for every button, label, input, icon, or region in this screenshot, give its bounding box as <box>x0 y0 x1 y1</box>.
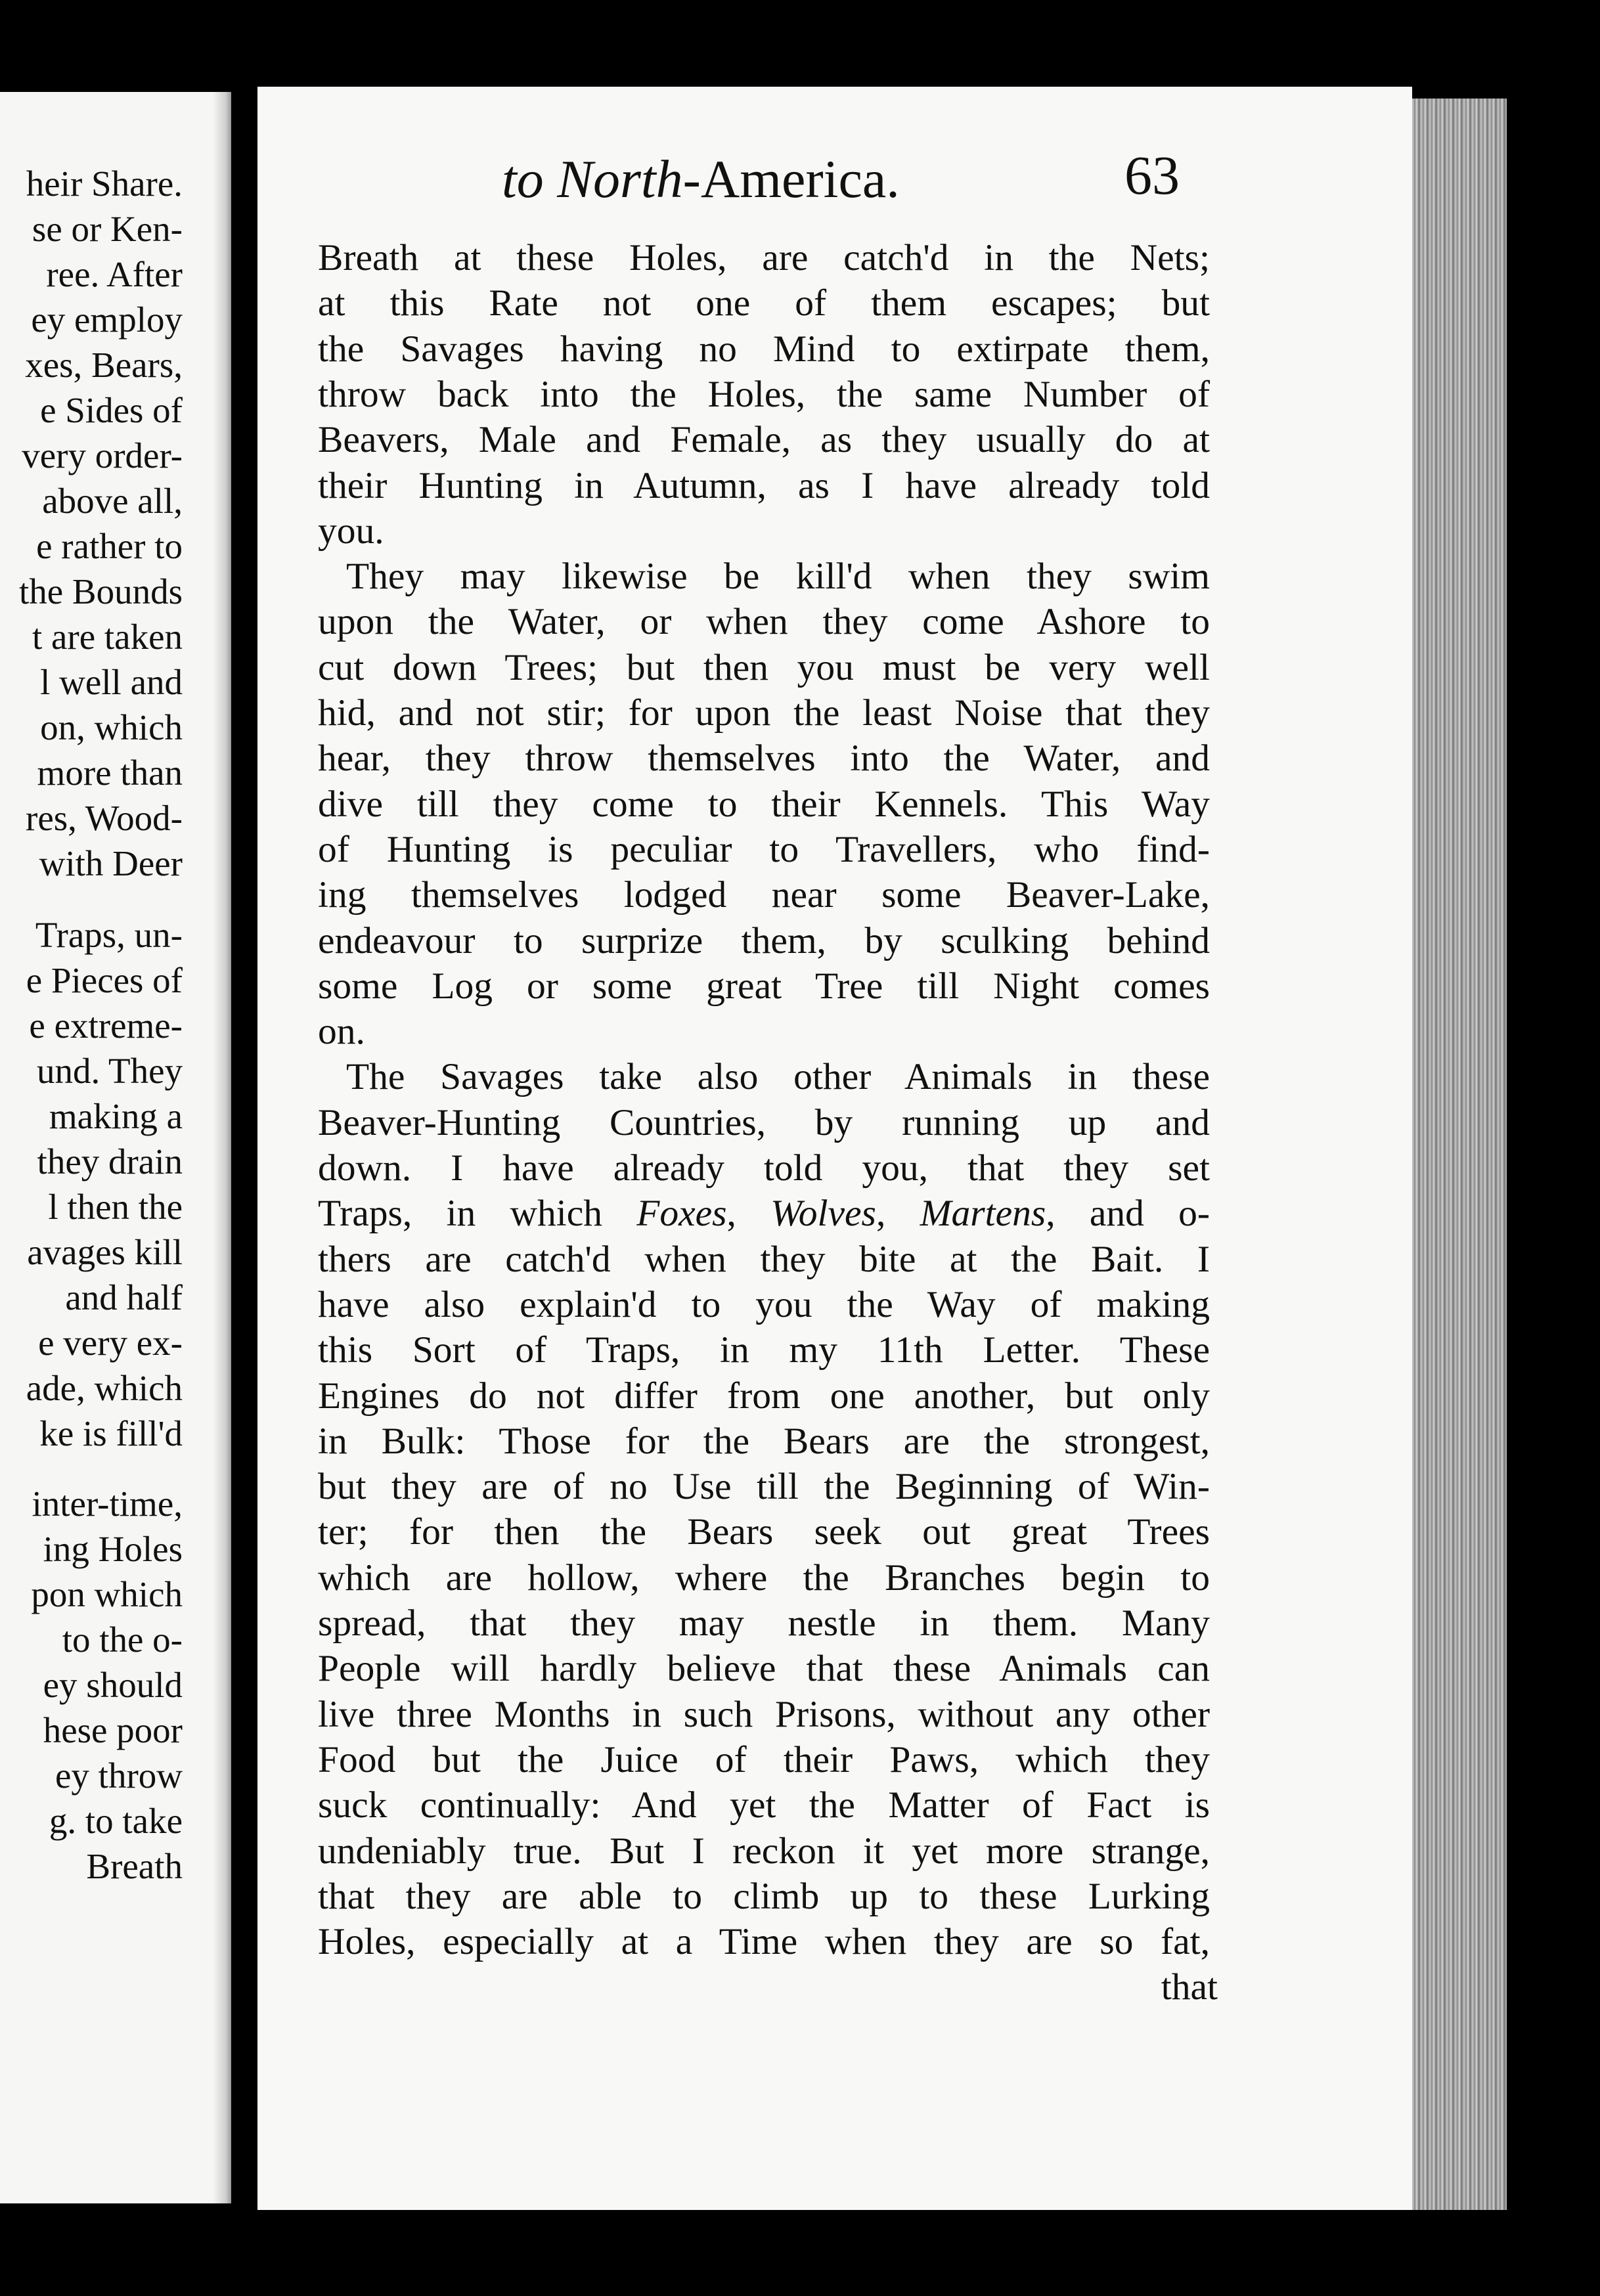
left-text-line: ey employ <box>31 299 183 340</box>
text-line: Beavers, Male and Female, as they usually do at <box>318 419 1210 461</box>
left-text-line: and half <box>65 1277 183 1317</box>
text-line: in Bulk: Those for the Bears are the strongest, <box>318 1420 1210 1462</box>
text-line: have also explain'd to you the Way of making <box>318 1283 1210 1325</box>
text-line: live three Months in such Prisons, without any other <box>318 1693 1210 1735</box>
page-number: 63 <box>1124 145 1180 206</box>
running-head-roman: America. <box>700 149 900 209</box>
left-text-line: inter-time, <box>32 1484 183 1524</box>
text-line: Breath at these Holes, are catch'd in the Nets; <box>318 237 1210 278</box>
text-line: this Sort of Traps, in my 11th Letter. These <box>318 1329 1210 1371</box>
left-text-line: ree. After <box>46 254 183 294</box>
text-line: endeavour to surprize them, by sculking behind <box>318 919 1210 961</box>
left-text-line: l then the <box>48 1187 183 1227</box>
text-line: Engines do not differ from one another, but only <box>318 1375 1210 1417</box>
text-line: but they are of no Use till the Beginning of Win- <box>318 1466 1210 1508</box>
left-text-line: ade, which <box>26 1368 183 1408</box>
page-edges <box>1402 99 1507 2210</box>
text-line: Traps, in which Foxes, Wolves, Martens, and o- <box>318 1193 1210 1235</box>
text-line: Holes, especially at a Time when they are so fat, <box>318 1921 1210 1963</box>
text-line: spread, that they may nestle in them. Many <box>318 1602 1210 1644</box>
text-line: undeniably true. But I reckon it yet more strange, <box>318 1830 1210 1872</box>
text-line: throw back into the Holes, the same Number of <box>318 373 1210 415</box>
text-line: the Savages having no Mind to extirpate them, <box>318 328 1210 370</box>
text-line: ter; for then the Bears seek out great Trees <box>318 1511 1210 1553</box>
text-line: on. <box>318 1011 365 1053</box>
left-text-line: to the o- <box>62 1620 183 1660</box>
left-text-line: heir Share. <box>26 164 183 204</box>
right-page <box>257 87 1412 2210</box>
left-text-line: ke is fill'd <box>39 1413 183 1453</box>
left-text-line: e very ex- <box>38 1323 183 1363</box>
text-line: upon the Water, or when they come Ashore to <box>318 601 1210 643</box>
left-text-line: g. to take <box>49 1801 183 1841</box>
left-text-line: res, Wood- <box>26 798 183 838</box>
left-text-line: above all, <box>42 481 183 521</box>
text-line: suck continually: And yet the Matter of Fact is <box>318 1784 1210 1826</box>
left-page <box>0 92 231 2203</box>
text-line: They may likewise be kill'd when they swim <box>346 556 1210 598</box>
left-text-line: t are taken <box>32 617 183 657</box>
text-line: at this Rate not one of them escapes; but <box>318 282 1210 324</box>
left-text-line: e Pieces of <box>26 960 183 1000</box>
running-head <box>502 149 900 209</box>
left-text-line: more than <box>37 753 183 793</box>
text-line: you. <box>318 510 384 552</box>
text-line: ing themselves lodged near some Beaver-Lake, <box>318 874 1210 916</box>
left-text-line: se or Ken- <box>32 209 183 249</box>
left-text-line: they drain <box>37 1141 183 1181</box>
left-text-line: l well and <box>40 662 183 702</box>
left-text-line: ey throw <box>55 1755 183 1796</box>
left-text-line: xes, Bears, <box>25 345 183 385</box>
left-text-line: avages kill <box>27 1232 183 1272</box>
left-text-line: on, which <box>40 707 183 747</box>
left-text-line: e Sides of <box>40 390 183 430</box>
text-line: their Hunting in Autumn, as I have already told <box>318 464 1210 506</box>
left-text-line: hese poor <box>43 1710 183 1750</box>
text-line: hear, they throw themselves into the Water, and <box>318 738 1210 780</box>
catchword: that <box>1161 1966 1218 2008</box>
text-line: hid, and not stir; for upon the least Noise that they <box>318 692 1210 734</box>
text-line: The Savages take also other Animals in these <box>346 1056 1210 1098</box>
page-gutter-shadow <box>213 92 231 2203</box>
left-text-line: making a <box>49 1096 183 1136</box>
text-line: People will hardly believe that these Animals can <box>318 1648 1210 1690</box>
left-text-line: Breath <box>86 1846 183 1886</box>
left-text-line: with Deer <box>39 843 183 883</box>
text-line: dive till they come to their Kennels. This Way <box>318 783 1210 825</box>
text-line: some Log or some great Tree till Night comes <box>318 965 1210 1007</box>
left-text-line: Traps, un- <box>35 915 183 955</box>
running-head-italic: to North- <box>502 149 701 209</box>
left-text-line: und. They <box>36 1051 183 1091</box>
left-text-line: pon which <box>31 1574 183 1614</box>
left-text-line: ing Holes <box>43 1529 183 1569</box>
text-line: thers are catch'd when they bite at the Bait. I <box>318 1238 1210 1280</box>
left-text-line: the Bounds <box>18 571 183 611</box>
text-line: down. I have already told you, that they set <box>318 1147 1210 1189</box>
text-line: cut down Trees; but then you must be very well <box>318 646 1210 688</box>
left-text-line: ey should <box>43 1665 183 1705</box>
text-line: which are hollow, where the Branches begin to <box>318 1556 1210 1599</box>
text-line: that they are able to climb up to these Lurking <box>318 1875 1210 1917</box>
text-line: of Hunting is peculiar to Travellers, who find- <box>318 828 1210 870</box>
left-text-line: very order- <box>22 435 183 475</box>
text-line: Beaver-Hunting Countries, by running up and <box>318 1101 1210 1143</box>
text-line: Food but the Juice of their Paws, which they <box>318 1738 1210 1780</box>
left-text-line: e extreme- <box>29 1005 183 1046</box>
left-text-line: e rather to <box>36 526 183 566</box>
